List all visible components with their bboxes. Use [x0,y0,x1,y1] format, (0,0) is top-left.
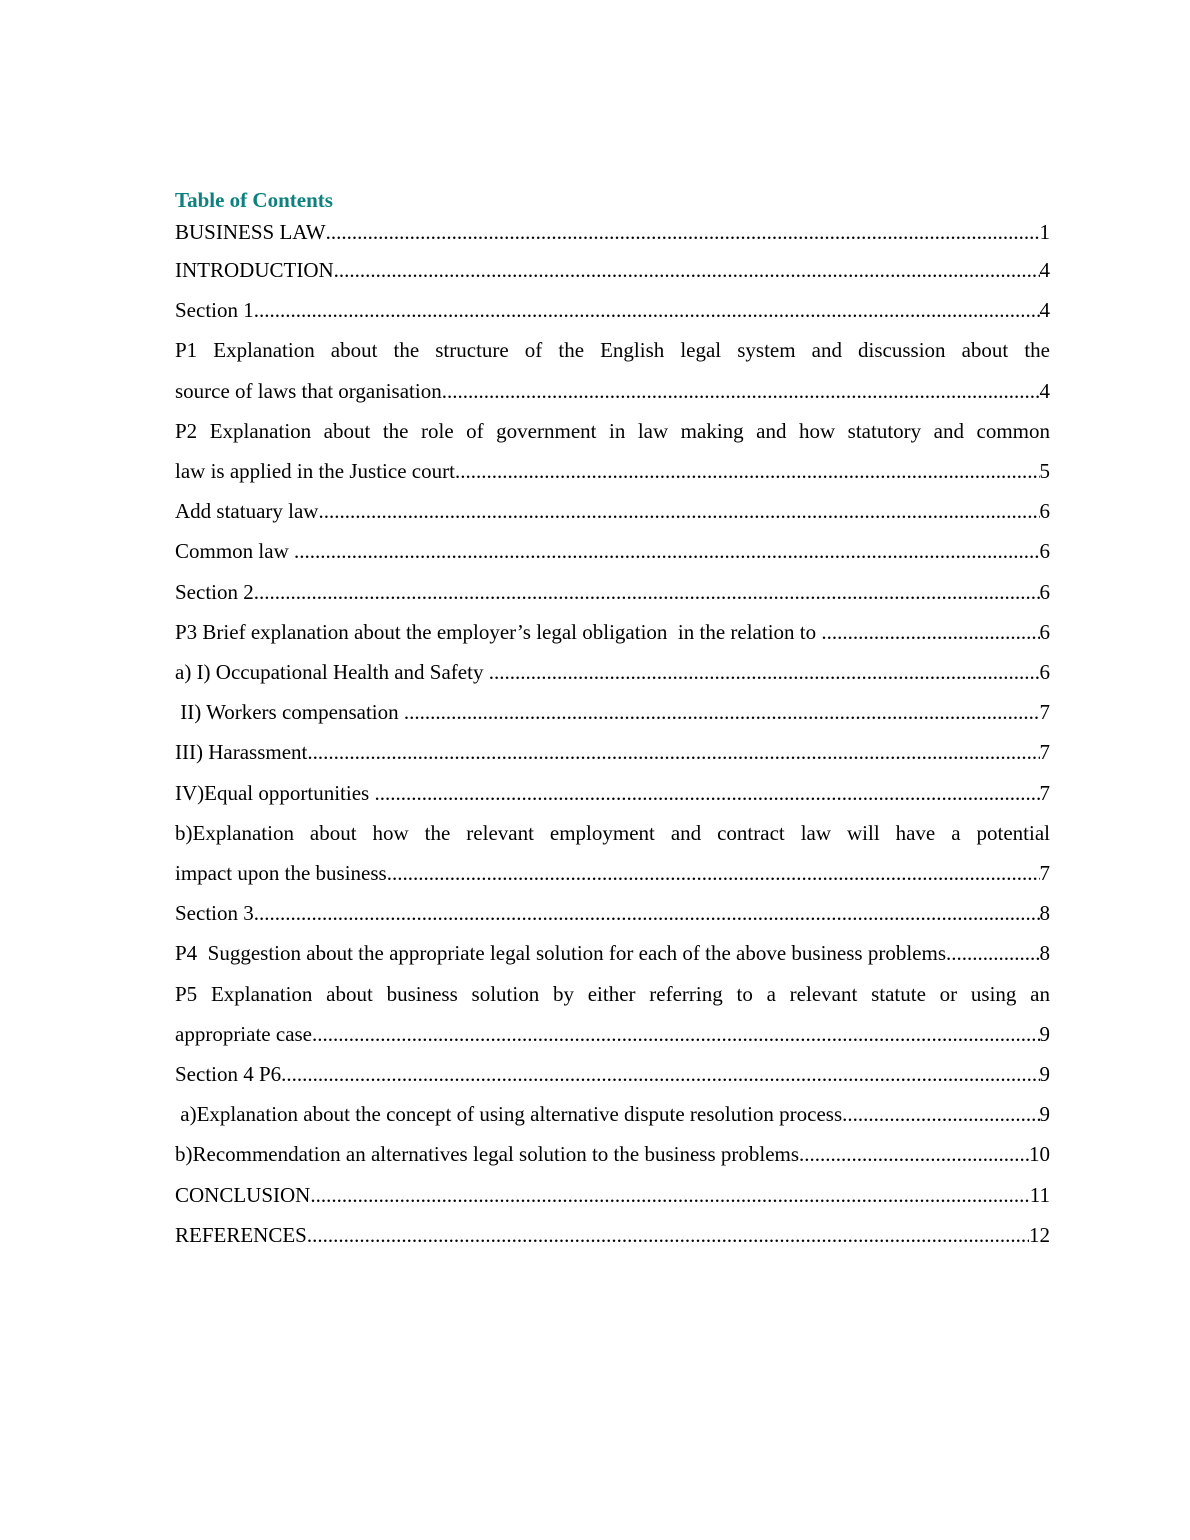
toc-page-number: 12 [1029,1222,1050,1247]
document-page [175,186,1050,1255]
toc-entry-label: a) I) Occupational Health and Safety [175,660,489,685]
toc-page-number: 7 [1039,780,1050,805]
toc-entry-first-line: b)Explanation about how the relevant employment and contract law will have a potential [175,820,1050,845]
toc-entry[interactable] [175,773,1050,813]
toc-page-number: 9 [1039,1062,1050,1087]
toc-dot-leader [374,773,1039,813]
toc-dot-leader [318,491,1039,531]
toc-entry-label: REFERENCES [175,1222,307,1247]
toc-entry[interactable] [175,1094,1050,1134]
toc-dot-leader [281,1054,1039,1094]
toc-page-number: 5 [1039,459,1050,484]
toc-dot-leader [307,732,1039,772]
toc-entry-label: IV)Equal opportunities [175,780,375,805]
toc-page-number: 4 [1039,258,1050,282]
toc-dot-leader [821,612,1039,652]
toc-entry[interactable] [175,813,1050,893]
toc-entry[interactable] [175,692,1050,732]
toc-dot-leader [312,1014,1039,1054]
toc-entry-label: Section 4 P6 [175,1062,282,1087]
toc-dot-leader [254,290,1040,330]
toc-entry-label: II) Workers compensation [175,700,404,725]
toc-page-number: 10 [1029,1142,1050,1167]
toc-dot-leader [254,572,1040,612]
toc-entry-label: BUSINESS LAW [175,220,326,244]
toc-entry-last-line [175,371,1050,411]
toc-entry-label: P3 Brief explanation about the employer’s legal obligation in the relation to [175,619,822,644]
toc-entry-label: b)Recommendation an alternatives legal solution to the business problems [175,1142,800,1167]
toc-dot-leader [404,692,1040,732]
toc-dot-leader [442,371,1040,411]
toc-entry-label: Section 3 [175,901,254,926]
toc-dot-leader [326,214,1040,250]
toc-entry[interactable] [175,1054,1050,1094]
toc-entry-label: INTRODUCTION [175,258,334,282]
toc-page-number: 4 [1039,378,1050,403]
toc-page-number: 6 [1039,619,1050,644]
toc-entry[interactable] [175,531,1050,571]
toc-page-number: 7 [1039,740,1050,765]
toc-title: Table of Contents [175,188,333,212]
toc-dot-leader [310,1175,1029,1215]
toc-entry[interactable] [175,974,1050,1054]
toc-dot-leader [387,853,1040,893]
toc-page-number: 6 [1039,660,1050,685]
toc-page-number: 6 [1039,539,1050,564]
toc-page-number: 9 [1039,1021,1050,1046]
toc-entry[interactable] [175,652,1050,692]
toc-entry[interactable] [175,612,1050,652]
toc-page-number: 6 [1039,579,1050,604]
toc-entry[interactable] [175,491,1050,531]
toc-dot-leader [455,451,1040,491]
toc-list [175,214,1050,1255]
toc-entry-label: Section 2 [175,579,254,604]
toc-page-number: 7 [1039,861,1050,886]
toc-entry-last-line [175,1014,1050,1054]
toc-entry[interactable] [175,290,1050,330]
toc-entry[interactable] [175,572,1050,612]
toc-entry[interactable] [175,933,1050,973]
toc-entry-label: impact upon the business [175,861,387,886]
toc-entry-last-line [175,853,1050,893]
toc-dot-leader [946,933,1039,973]
toc-entry-first-line: P2 Explanation about the role of government in law making and how statutory and common [175,418,1050,443]
toc-entry-label: Add statuary law [175,499,319,524]
toc-entry[interactable] [175,250,1050,290]
toc-page-number: 11 [1029,1182,1050,1207]
toc-entry[interactable] [175,330,1050,410]
toc-dot-leader [489,652,1040,692]
toc-entry-first-line: P1 Explanation about the structure of the English legal system and discussion about the [175,338,1050,363]
toc-entry-label: III) Harassment [175,740,308,765]
toc-entry-label: law is applied in the Justice court [175,459,455,484]
toc-dot-leader [254,893,1040,933]
toc-entry[interactable] [175,214,1050,250]
toc-entry-label: appropriate case [175,1021,313,1046]
toc-entry-last-line [175,451,1050,491]
toc-entry[interactable] [175,732,1050,772]
toc-page-number: 7 [1039,700,1050,725]
toc-page-number: 6 [1039,499,1050,524]
toc-entry-label: P4 Suggestion about the appropriate legal solution for each of the above business problems [175,941,947,966]
toc-page-number: 4 [1039,298,1050,323]
toc-dot-leader [307,1215,1029,1255]
toc-entry-first-line: P5 Explanation about business solution by either referring to a relevant statute or using an [175,981,1050,1006]
toc-entry[interactable] [175,411,1050,491]
toc-page-number: 9 [1039,1102,1050,1127]
toc-dot-leader [294,531,1040,571]
toc-entry[interactable] [175,1215,1050,1255]
toc-entry[interactable] [175,1175,1050,1215]
toc-page-number: 8 [1039,901,1050,926]
toc-dot-leader [334,250,1040,290]
toc-entry[interactable] [175,1134,1050,1174]
toc-entry-label: CONCLUSION [175,1182,311,1207]
toc-entry-label: Common law [175,539,294,564]
toc-page-number: 8 [1039,941,1050,966]
toc-page-number: 1 [1039,220,1050,244]
toc-entry-label: source of laws that organisation [175,378,442,403]
toc-dot-leader [842,1094,1039,1134]
toc-entry[interactable] [175,893,1050,933]
toc-entry-label: Section 1 [175,298,254,323]
toc-dot-leader [799,1134,1029,1174]
toc-entry-label: a)Explanation about the concept of using alternative dispute resolution process [175,1102,843,1127]
